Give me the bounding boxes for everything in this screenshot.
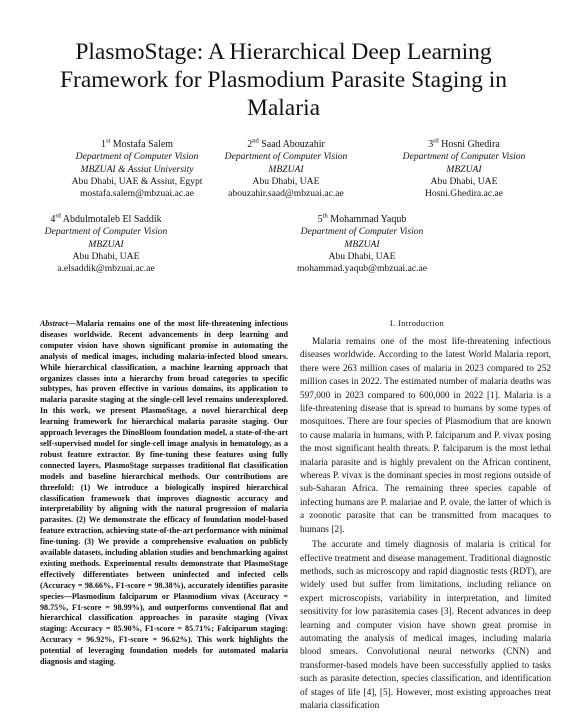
author-org: MBZUAI	[268, 163, 304, 175]
abstract-text: Malaria remains one of the most life-threatening infectious diseases worldwide. Recent advancements in deep learning and computer vision have shown significant promise in automating the analysis of medical images, including malaria-infected blood smears. While hierarchical classification, a machine learning approach that organizes classes into a hierarchy from broad categories to specific subtypes, has proven effective in various domains, its application to malaria parasite staging at the single-cell level remains underexplored. In this work, we present PlasmoStage, a novel hierarchical deep learning framework for hierarchical malaria parasite staging. Our approach leverages the DinoBloom foundation model, a state-of-the-art self-supervised model for single-cell image analysis in hematology, as a robust feature extractor. By fine-tuning these features using fully connected layers, PlasmoStage surpasses traditional flat classification models and baseline hierarchical methods. Our contributions are threefold: (1) We introduce a biologically inspired hierarchical classification framework that improves diagnostic accuracy and interpretability by aligning with the natural progression of malaria parasites. (2) We demonstrate the efficacy of foundation model-based feature extraction, achieving state-of-the-art performance with minimal fine-tuning. (3) We provide a comprehensive evaluation on publicly available datasets, including ablation studies and benchmarking against existing methods. Experimental results demonstrate that PlasmoStage effectively differentiates between uninfected and infected cells (Accuracy = 98.66%, F1-score = 98.38%), accurately identifies parasite species—Plasmodium falciparum or Plasmodium vivax (Accuracy = 98.75%, F1-score = 98.99%), and outperforms conventional flat and hierarchical classification approaches in parasite staging (Vivax staging: Accuracy = 85.90%, F1-score = 85.71%; Falciparum staging: Accuracy = 96.92%, F1-score = 96.62%). This work highlights the potential of leveraging foundation models for automated malaria diagnosis and staging.	[40, 319, 288, 667]
abstract-label: Abstract—	[40, 319, 76, 328]
author-location: Abu Dhabi, UAE	[72, 250, 140, 262]
paper-title: PlasmoStage: A Hierarchical Deep Learning Framework for Plasmodium Parasite Staging in Malaria	[59, 39, 508, 121]
author-name: 1st Mostafa Salem	[100, 137, 174, 150]
author-name: 4rd Abdulmotaleb El Saddik	[50, 212, 162, 225]
author-block-3	[392, 139, 536, 200]
author-block-4	[38, 214, 174, 275]
author-dept: Department of Computer Vision	[402, 151, 526, 163]
intro-paragraph-2: The accurate and timely diagnosis of malaria is critical for effective treatment and disease management. Traditional diagnostic methods, such as microscopy and rapid diagnostic tests (RDT), are widely used but suffer from limitations, including reliance on expert microscopists, variability in interpretation, and limited sensitivity for low parasitemia cases [3]. Recent advances in deep learning and computer vision have shown great promise in automating the analysis of medical images, including malaria blood smears. Convolutional neural networks (CNN) and transformer-based models have been successfully applied to tasks such as parasite detection, species classification, and identification of stages of life [4], [5]. However, most existing approaches treat malaria classification	[300, 540, 551, 711]
author-email: mohammad.yaqub@mbzuai.ac.ae	[296, 263, 428, 275]
author-org: MBZUAI	[446, 163, 482, 175]
author-org: MBZUAI & Assiut University	[80, 163, 194, 175]
author-dept: Department of Computer Vision	[75, 151, 199, 163]
author-location: Abu Dhabi, UAE	[430, 175, 498, 187]
section-heading-introduction: I. Introduction	[389, 318, 445, 328]
intro-paragraph-1: Malaria remains one of the most life-threatening infectious diseases worldwide. According to the latest World Malaria report, there were 263 million cases of malaria in 2023 compared to 252 million cases in 2022. The estimated number of malaria deaths was 597,000 in 2023 compared to 600,000 in 2022 [1]. Malaria is a life-threatening disease that is spread to humans by some types of mosquitoes. There are four species of Plasmodium that are known to cause malaria in humans, with P. falciparum and P. vivax posing the most significant health threats. P. falciparum is the most lethal malaria parasite and is highly prevalent on the African continent, whereas P. vivax is the dominant species in most regions outside of sub-Saharan Africa. The remaining three species capable of infecting humans are P. malariae and P. ovale, the latter of which is a zoonotic parasite that can be transmitted from macaques to humans [2].	[300, 337, 551, 535]
author-name: 3rd Hosni Ghedira	[428, 137, 500, 150]
author-email: a.elsaddik@mbzuai.ac.ae	[57, 263, 155, 275]
author-email: abouzahir.saad@mbzuai.ac.ae	[228, 188, 344, 200]
author-org: MBZUAI	[344, 238, 380, 250]
author-dept: Department of Computer Vision	[300, 226, 424, 238]
abstract	[40, 319, 288, 668]
author-email: mostafa.salem@mbzuai.ac.ae	[79, 188, 195, 200]
author-block-5	[288, 214, 436, 275]
author-location: Abu Dhabi, UAE & Assiut, Egypt	[71, 175, 203, 187]
introduction-body	[300, 336, 551, 713]
author-location: Abu Dhabi, UAE	[252, 175, 320, 187]
author-name: 2nd Saad Abouzahir	[247, 137, 325, 150]
author-email: Hosni.Ghedira.ac.ae	[424, 188, 504, 200]
author-location: Abu Dhabi, UAE	[328, 250, 396, 262]
author-block-2	[214, 139, 358, 200]
author-dept: Department of Computer Vision	[44, 226, 168, 238]
author-block-1	[42, 139, 232, 200]
author-org: MBZUAI	[88, 238, 124, 250]
author-name: 5th Mohammad Yaqub	[317, 212, 407, 225]
author-dept: Department of Computer Vision	[224, 151, 348, 163]
